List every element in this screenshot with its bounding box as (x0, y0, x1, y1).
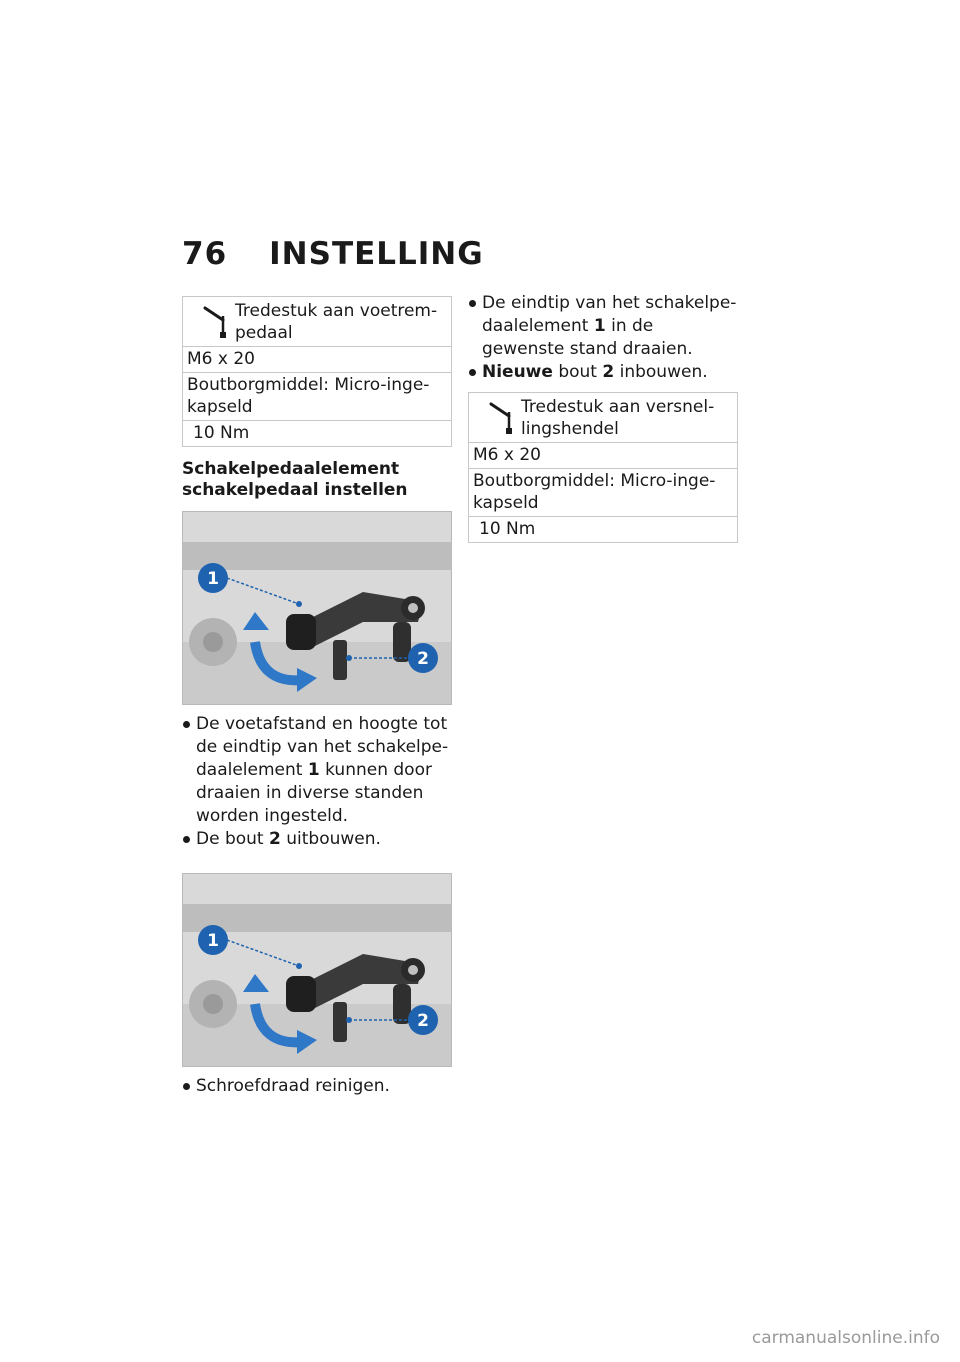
list-item: Schroefdraad reinigen. (182, 1075, 452, 1098)
spec-title: Tredestuk aan voetrem-pedaal (235, 301, 438, 343)
shift-pedal-photo-2 (182, 873, 452, 1067)
page-number: 76 (182, 236, 228, 272)
callout-1 (198, 563, 228, 593)
torque-wrench-icon (473, 398, 521, 440)
torque-spec-table-2 (468, 392, 738, 543)
callout-1 (198, 925, 228, 955)
page-header (182, 236, 484, 272)
spec-torque: 10 Nm (469, 517, 738, 543)
spec-bolt: M6 x 20 (469, 443, 738, 469)
spec-locker: Boutborgmiddel: Micro-inge-kapseld (469, 469, 738, 517)
svg-text:2: 2 (417, 649, 429, 669)
section-title: Schakelpedaalelement schakelpedaal instellen (182, 459, 408, 500)
right-column (468, 293, 738, 543)
callout-2 (408, 1005, 438, 1035)
list-item: De voetafstand en hoogte tot de eindtip van het schakelpe-daalelement 1 kunnen door draaien in diverse standen worden ingesteld. (182, 713, 452, 828)
list-item: Nieuwe bout 2 inbouwen. (468, 361, 738, 384)
torque-wrench-icon (187, 302, 235, 344)
list-item: De eindtip van het schakelpe-daalelement 1 in de gewenste stand draaien. (468, 292, 738, 361)
callout-2 (408, 643, 438, 673)
instruction-list-2 (182, 1075, 452, 1098)
svg-text:2: 2 (417, 1011, 429, 1031)
list-item: De bout 2 uitbouwen. (182, 828, 452, 851)
shift-pedal-photo (182, 511, 452, 705)
instruction-list (182, 713, 452, 851)
left-column (182, 296, 452, 1098)
svg-text:1: 1 (207, 569, 219, 589)
chapter-title: INSTELLING (269, 236, 484, 272)
spec-locker: Boutborgmiddel: Micro-inge-kapseld (183, 373, 452, 421)
watermark: carmanualsonline.info (751, 1328, 940, 1348)
spec-title: Tredestuk aan versnel-lingshendel (521, 397, 715, 439)
torque-spec-table (182, 296, 452, 447)
svg-text:1: 1 (207, 931, 219, 951)
spec-torque: 10 Nm (183, 421, 452, 447)
instruction-list-3 (468, 292, 738, 384)
spec-bolt: M6 x 20 (183, 347, 452, 373)
